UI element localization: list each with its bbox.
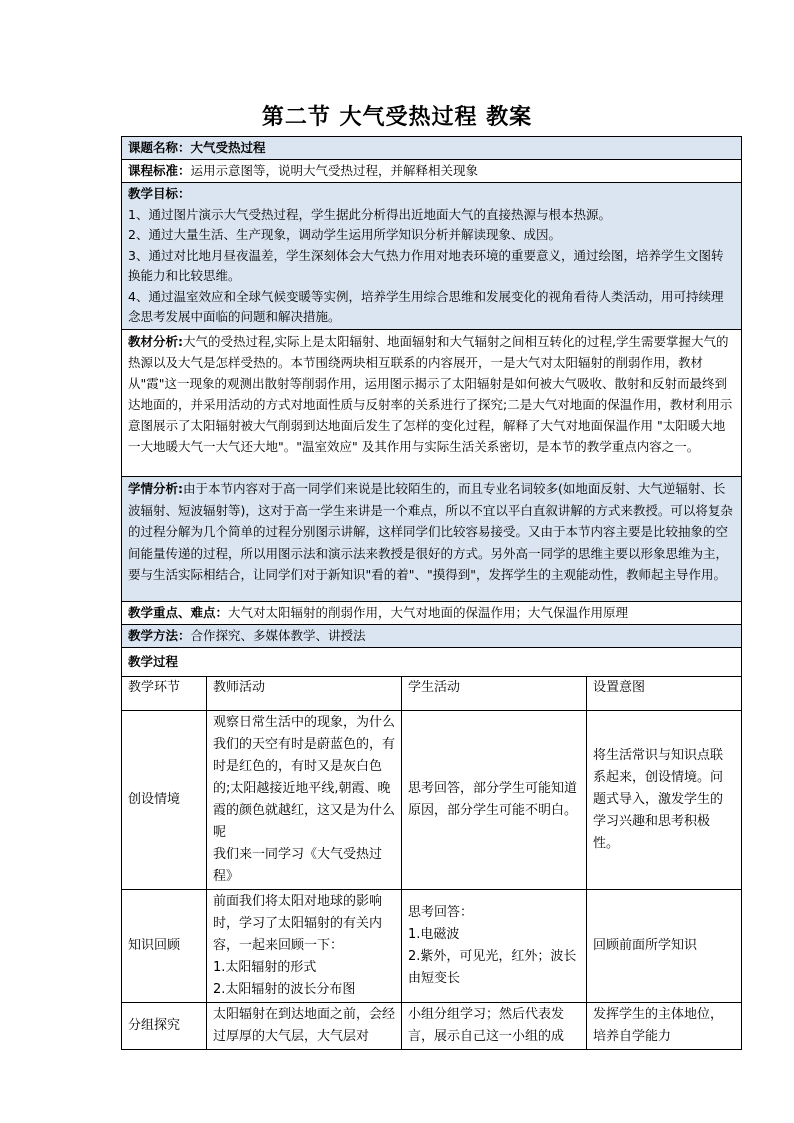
intent-cell: 发挥学生的主体地位，培养自学能力 [587,1003,742,1050]
standard-value: 运用示意图等，说明大气受热过程，并解释相关现象 [190,163,479,178]
goal-item: 3、通过对比地月昼夜温差，学生深刻体会大气热力作用对地表环境的重要意义，通过绘图，培养学生文图转换能力和比较思维。 [128,247,724,283]
process-title-row [122,648,742,677]
student-analysis-row [122,477,742,602]
student-cell: 思考回答，部分学生可能知道原因，部分学生可能不明白。 [402,711,587,890]
goals-label: 教学目标： [128,186,191,201]
method-row [122,625,742,648]
process-row [122,711,742,890]
student-cell: 思考回答： 1.电磁波 2.紫外，可见光，红外；波长由短变长 [402,890,587,1003]
page-title: 第二节 大气受热过程 教案 [261,105,533,130]
key-points-label: 教学重点、难点： [128,605,229,620]
goal-item: 1、通过图片演示大气受热过程，学生据此分析得出近地面大气的直接热源与根本热源。 [128,206,611,222]
material-row [122,330,742,477]
standard-label: 课程标准： [128,163,191,178]
column-header: 教学环节 [122,677,207,711]
goal-item: 4、通过温室效应和全球气候变暖等实例，培养学生用综合思维和发展变化的视角看待人类活动，用可持续理念思考发展中面临的问题和解决措施。 [128,288,724,324]
goals-row [122,183,742,330]
process-header-row [122,677,742,711]
stage-cell: 知识回顾 [122,890,207,1003]
column-header: 设置意图 [587,677,742,711]
teacher-cell: 太阳辐射在到达地面之前，会经过厚厚的大气层，大气层对 [207,1003,402,1050]
key-points-row [122,602,742,625]
teacher-cell: 前面我们将太阳对地球的影响时，学习了太阳辐射的有关内容，一起来回顾一下： 1.太阳辐射的形式 2.太阳辐射的波长分布图 [207,890,402,1003]
standard-row [122,160,742,183]
student-analysis-text: 由于本节内容对于高一同学们来说是比较陌生的，而且专业名词较多(如地面反射、大气逆辐射、长波辐射、短波辐射等)，这对于高一学生来讲是一个难点，所以不宜以平白直叙讲解的方式来教授。可以将复杂的过程分解为几个简单的过程分别图示讲解，这样同学们比较容易接受。又由于本节内容主要是比较抽象的空间能量传递的过程，所以用图示法和演示法来教授是很好的方式。另外高一同学的思维主要以形象思维为主，要与生活实际相结合，让同学们对于新知识"看的着"、"摸得到"，发挥学生的主观能动性，教师起主导作用。 [128,481,733,582]
method-label: 教学方法： [128,628,191,643]
stage-cell: 创设情境 [122,711,207,890]
goal-item: 2、通过大量生活、生产现象，调动学生运用所学知识分析并解读现象、成因。 [128,227,561,242]
column-header: 教师活动 [207,677,402,711]
material-text: 大气的受热过程,实际上是太阳辐射、地面辐射和大气辐射之间相互转化的过程,学生需要掌握大气的热源以及大气是怎样受热的。本节围绕两块相互联系的内容展开，一是大气对太阳辐射的削弱作用，教材从"霞"这一现象的观测出散射等削弱作用，运用图示揭示了太阳辐射是如何被大气吸收、散射和反射而最终到达地面的，并采用活动的方式对地面性质与反射率的关系进行了探究;二是大气对地面的保温作用，教材利用示意图展示了太阳辐射被大气削弱到达地面后发生了怎样的变化过程，解释了大气对地面保温作用 "太阳暖大地一大地暖大气一大气还大地"。"温室效应" 及其作用与实际生活关系密切，是本节的教学重点内容之一。 [128,334,733,454]
column-header: 学生活动 [402,677,587,711]
intent-cell: 回顾前面所学知识 [587,890,742,1003]
material-label: 教材分析: [128,334,183,349]
stage-cell: 分组探究 [122,1003,207,1050]
process-row [122,890,742,1003]
teacher-cell: 观察日常生活中的现象，为什么我们的天空有时是蔚蓝色的，有时是红色的，有时又是灰白色的;太阳越接近地平线,朝霞、晚霞的颜色就越红，这又是为什么呢 我们来一同学习《大气受热过程》 [207,711,402,890]
intent-cell: 将生活常识与知识点联系起来，创设情境。问题式导入，激发学生的学习兴趣和思考积极性。 [587,711,742,890]
topic-value: 大气受热过程 [190,140,266,155]
process-label: 教学过程 [128,654,179,669]
process-row [122,1003,742,1050]
student-analysis-label: 学情分析: [128,481,183,496]
key-points-value: 大气对太阳辐射的削弱作用，大气对地面的保温作用；大气保温作用原理 [228,605,629,620]
topic-label: 课题名称： [128,140,191,155]
lesson-plan-table [121,136,742,1050]
student-cell: 小组分组学习；然后代表发言，展示自己这一小组的成 [402,1003,587,1050]
topic-row [122,137,742,160]
method-value: 合作探究、多媒体教学、讲授法 [190,628,366,643]
